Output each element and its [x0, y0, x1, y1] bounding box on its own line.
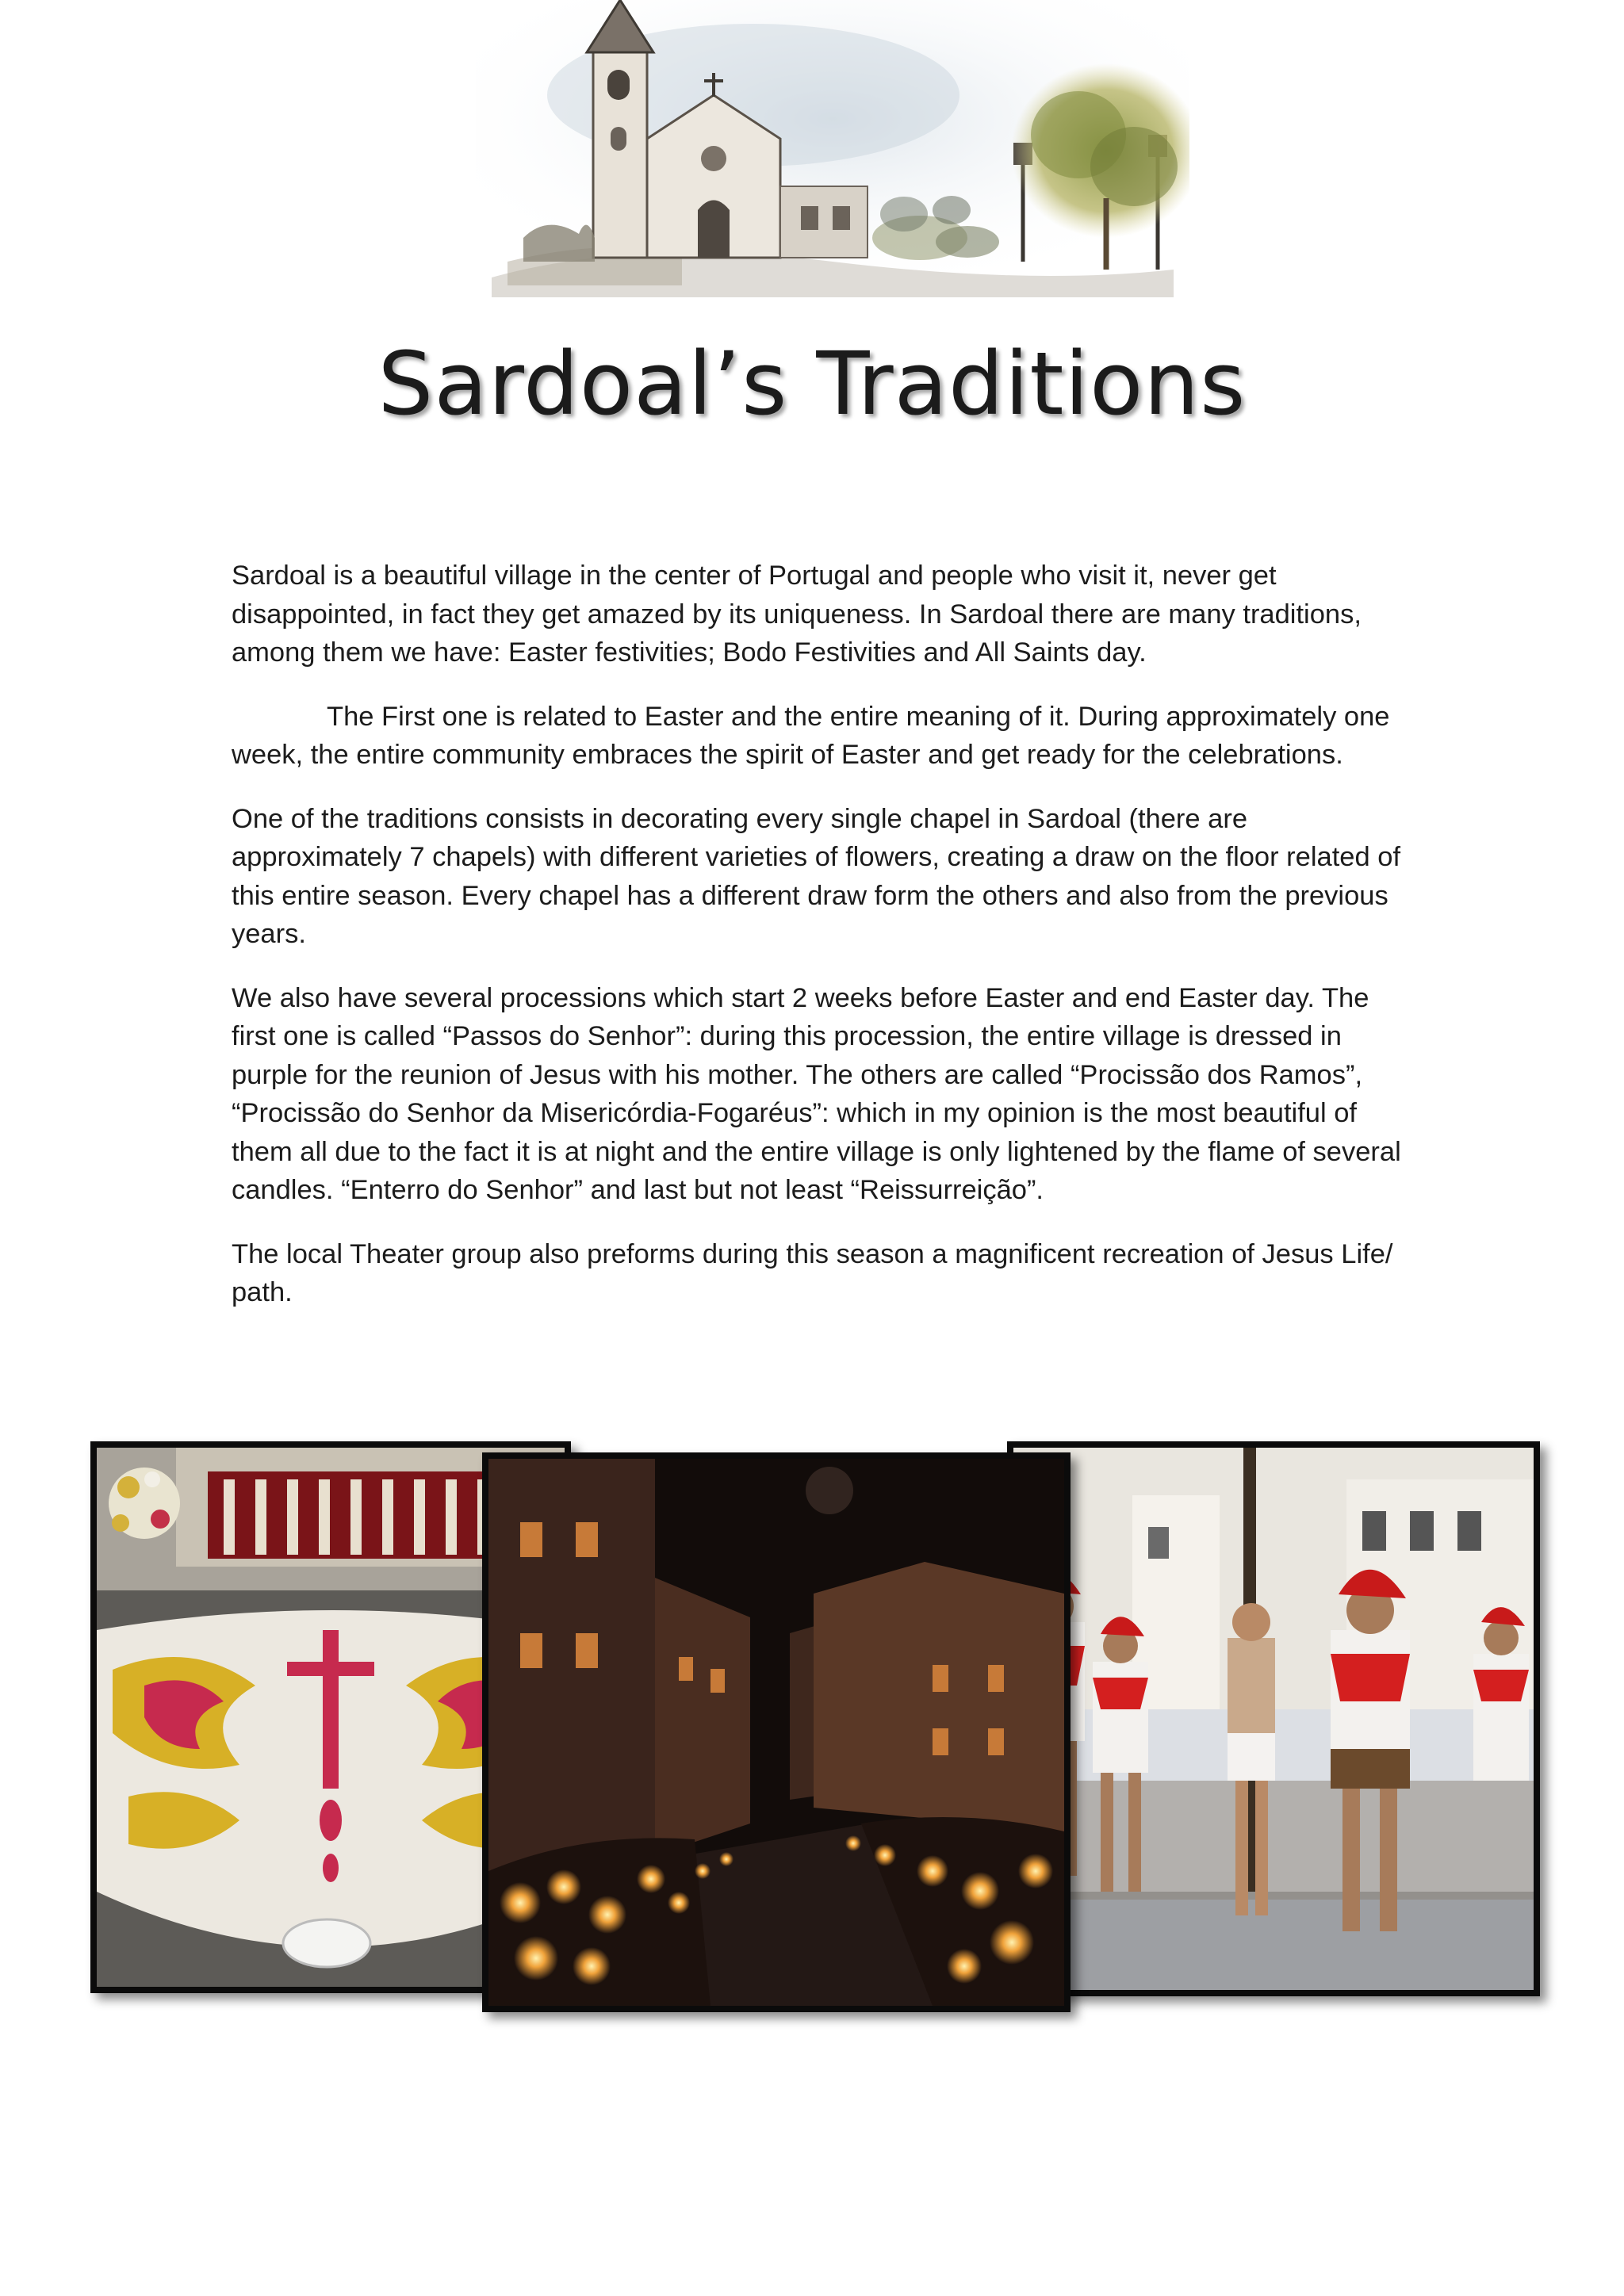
page-title: Sardoal’s Traditions: [377, 333, 1247, 434]
church-illustration: [476, 0, 1189, 297]
paragraph-chapels: One of the traditions consists in decorating every single chapel in Sardoal (there are approximately 7 chapels) with different varieties of flowers, creating a draw on the floor related of this entire season. Every chapel has a different draw form the others and also from the previous years.: [232, 803, 1401, 949]
paragraph-easter: The First one is related to Easter and the entire meaning of it. During approximately one week, the entire community embraces the spirit of Easter and get ready for the celebrations.: [232, 701, 1390, 770]
paragraph-intro: Sardoal is a beautiful village in the center of Portugal and people who visit it, never get disappointed, in fact they get amazed by its uniqueness. In Sardoal there are many traditions, among them we have: Easter festivities; Bodo Festivities and All Saints day.: [232, 561, 1362, 668]
paragraph-theater: The local Theater group also preforms during this season a magnificent recreation of Jesus Life/ path.: [232, 1238, 1393, 1307]
night-procession-photo: [482, 1452, 1071, 2012]
article-body: [232, 557, 1405, 1337]
procession-photo: [1007, 1441, 1540, 1996]
paragraph-processions: We also have several processions which start 2 weeks before Easter and end Easter day. The first one is called “Passos do Senhor”: during this procession, the entire village is dressed in purple for the reunion of Jesus with his mother. The others are called “Procissão dos Ramos”, “Procissão do Senhor da Misericórdia-Fogaréus”: which in my opinion is the most beautiful of them all due to the fact it is at night and the entire village is only lightened by the flame of several candles. “Enterro do Senhor” and last but not least “Reissurreição”.: [232, 982, 1401, 1205]
